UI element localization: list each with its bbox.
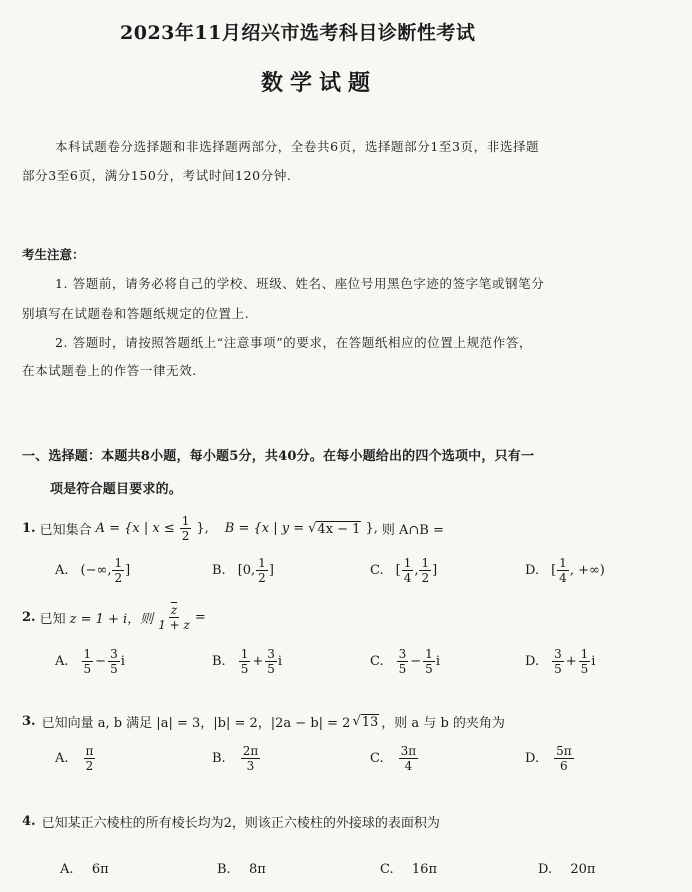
fraction: [399, 745, 419, 772]
notice-line-3: 2. 答题时，请按照答题纸上“注意事项”的要求，在答题纸相应的位置上规范作答，: [55, 335, 533, 350]
notice-line-2: 别填写在试题卷和答题纸规定的位置上.: [22, 306, 250, 321]
q1-option-a: [55, 557, 130, 584]
numerator: 1: [421, 556, 430, 570]
denominator: 5: [267, 662, 275, 676]
fraction: [579, 648, 591, 675]
denominator: 4: [559, 571, 567, 585]
numerator: 1: [83, 647, 92, 661]
exam-title: 2023年11月绍兴市选考科目诊断性考试: [120, 22, 476, 44]
option-value: 8π: [248, 862, 266, 877]
q2-option-b: [212, 648, 282, 675]
fraction: [84, 745, 96, 772]
notice-line-1: 1. 答题前，请务必将自己的学校、班级、姓名、座位号用黑色字迹的签字笔或钢笔分: [55, 276, 545, 291]
denominator: 4: [403, 571, 412, 585]
option-label: D.: [525, 563, 540, 578]
option-text: [: [395, 563, 401, 578]
option-label: C.: [370, 563, 384, 578]
numerator: 3: [398, 647, 407, 661]
question-number: 3.: [22, 714, 36, 729]
numerator: 3: [110, 647, 118, 661]
option-label: B.: [212, 654, 226, 669]
sqrt: √ 4x − 1: [308, 520, 361, 537]
numerator: 3: [267, 647, 275, 661]
denominator: 6: [560, 759, 568, 773]
option-label: D.: [525, 751, 540, 766]
option-label: D.: [525, 654, 540, 669]
set-a-prefix: A = {x | x ≤: [95, 521, 175, 536]
denominator: 5: [240, 662, 249, 676]
q4-option-c: [380, 862, 437, 877]
denominator: 5: [83, 662, 92, 676]
section-1-header-line-1: 一、选择题：本题共8小题，每小题5分，共40分。在每小题给出的四个选项中，只有一: [22, 449, 535, 464]
numerator: 1: [559, 556, 567, 570]
question-text: 已知: [39, 612, 66, 627]
option-text: ]: [125, 563, 131, 578]
question-ask: ，则 a 与 b 的夹角为: [381, 716, 505, 731]
operator: −: [95, 654, 107, 669]
equals-sign: =: [194, 610, 206, 625]
q4-option-b: [217, 862, 266, 877]
option-label: A.: [55, 654, 69, 669]
fraction: [82, 648, 94, 675]
denominator: 2: [85, 759, 94, 773]
denominator: 3: [246, 759, 255, 773]
imaginary-unit: i: [120, 654, 125, 669]
option-label: B.: [212, 563, 226, 578]
radicand: 4x − 1: [317, 521, 361, 537]
numerator: 3π: [400, 744, 417, 758]
imaginary-unit: i: [435, 654, 440, 669]
numerator: 2π: [242, 744, 259, 758]
q3-option-b: [212, 745, 261, 772]
imaginary-unit: i: [277, 654, 283, 669]
fraction: [180, 515, 192, 542]
fraction: [112, 557, 124, 584]
denominator: 2: [181, 529, 190, 543]
q3-option-a: [55, 745, 96, 772]
given-expression: z = 1 + i，则: [69, 612, 154, 627]
option-text: (−∞,: [80, 563, 112, 578]
section-1-header-line-2: 项是符合题目要求的。: [50, 482, 183, 497]
fraction: [554, 745, 574, 772]
numerator: 1: [240, 647, 249, 661]
question-text: 已知向量 a, b 满足 |a| = 3，|b| = 2，|2a − b| = 2: [41, 716, 351, 731]
exam-subtitle: 数学试题: [261, 70, 378, 96]
intro-line-1: 本科试题卷分选择题和非选择题两部分，全卷共6页，选择题部分1至3页，非选择题: [55, 139, 540, 154]
option-label: C.: [370, 751, 384, 766]
set-b-suffix: },: [365, 521, 378, 536]
denominator: 5: [554, 662, 562, 676]
fraction: [402, 557, 414, 584]
fraction: [419, 557, 431, 584]
question-2: [22, 604, 206, 631]
fraction: [241, 745, 261, 772]
denominator: 4: [404, 759, 413, 773]
question-text: 已知集合: [39, 523, 92, 538]
denominator: 5: [580, 662, 589, 676]
q1-option-d: [525, 557, 605, 584]
option-label: A.: [55, 563, 69, 578]
option-value: 6π: [91, 862, 109, 877]
q2-option-a: [55, 648, 125, 675]
fraction: [552, 648, 564, 675]
option-label: A.: [60, 862, 74, 877]
fraction: [256, 557, 268, 584]
numerator: 5π: [556, 744, 572, 758]
numerator: 1: [114, 556, 123, 570]
fraction: [397, 648, 409, 675]
imaginary-unit: i: [591, 654, 596, 669]
fraction: [557, 557, 569, 584]
q1-option-c: [370, 557, 437, 584]
option-text: , +∞): [569, 563, 605, 578]
q4-option-d: [538, 862, 595, 877]
radicand: 13: [361, 714, 379, 730]
fraction: [265, 648, 277, 675]
option-text: ]: [432, 563, 438, 578]
option-label: B.: [217, 862, 231, 877]
numerator: 3: [554, 647, 562, 661]
numerator: π: [85, 744, 94, 758]
denominator: 1 + z: [158, 618, 190, 632]
numerator: 1: [181, 514, 190, 528]
question-4: [22, 812, 440, 831]
sqrt: √ 13: [352, 713, 379, 730]
denominator: 2: [421, 571, 430, 585]
set-b-prefix: B = {x | y =: [224, 521, 305, 536]
operator: −: [410, 654, 422, 669]
option-label: C.: [370, 654, 384, 669]
q3-option-d: [525, 745, 575, 772]
intro-line-2: 部分3至6页，满分150分，考试时间120分钟.: [22, 168, 292, 183]
question-text: 已知某正六棱柱的所有棱长均为2，则该正六棱柱的外接球的表面积为: [41, 816, 440, 831]
q4-option-a: [60, 862, 109, 877]
option-text: ]: [268, 563, 274, 578]
option-text: ,: [414, 563, 419, 578]
denominator: 5: [425, 662, 433, 676]
fraction: [158, 604, 190, 631]
option-value: 16π: [411, 862, 437, 877]
question-number: 4.: [22, 814, 36, 829]
option-text: [: [551, 563, 557, 578]
numerator: 1: [580, 647, 589, 661]
numerator: 1: [425, 647, 433, 661]
operator: +: [252, 654, 264, 669]
question-3: [22, 712, 505, 731]
question-number: 2.: [22, 610, 36, 625]
fraction: [423, 648, 435, 675]
denominator: 2: [114, 571, 123, 585]
option-label: B.: [212, 751, 226, 766]
set-a-suffix: },: [196, 521, 209, 536]
question-ask: 则 A∩B =: [381, 523, 444, 538]
question-number: 1.: [22, 521, 36, 536]
denominator: 5: [110, 662, 118, 676]
notice-heading: 考生注意：: [22, 247, 85, 262]
notice-line-4: 在本试题卷上的作答一律无效.: [22, 363, 197, 378]
option-text: [0,: [237, 563, 256, 578]
q2-option-c: [370, 648, 440, 675]
operator: +: [565, 654, 577, 669]
option-label: A.: [55, 751, 69, 766]
option-label: D.: [538, 862, 553, 877]
numerator: 1: [258, 556, 266, 570]
numerator: $\overline{z}$: [170, 603, 178, 617]
option-label: C.: [380, 862, 394, 877]
option-value: 20π: [570, 862, 596, 877]
denominator: 5: [398, 662, 407, 676]
question-1: [22, 515, 444, 542]
numerator: 1: [403, 556, 412, 570]
fraction: [239, 648, 251, 675]
denominator: 2: [258, 571, 266, 585]
q2-option-d: [525, 648, 595, 675]
q1-option-b: [212, 557, 274, 584]
fraction: [108, 648, 120, 675]
q3-option-c: [370, 745, 419, 772]
